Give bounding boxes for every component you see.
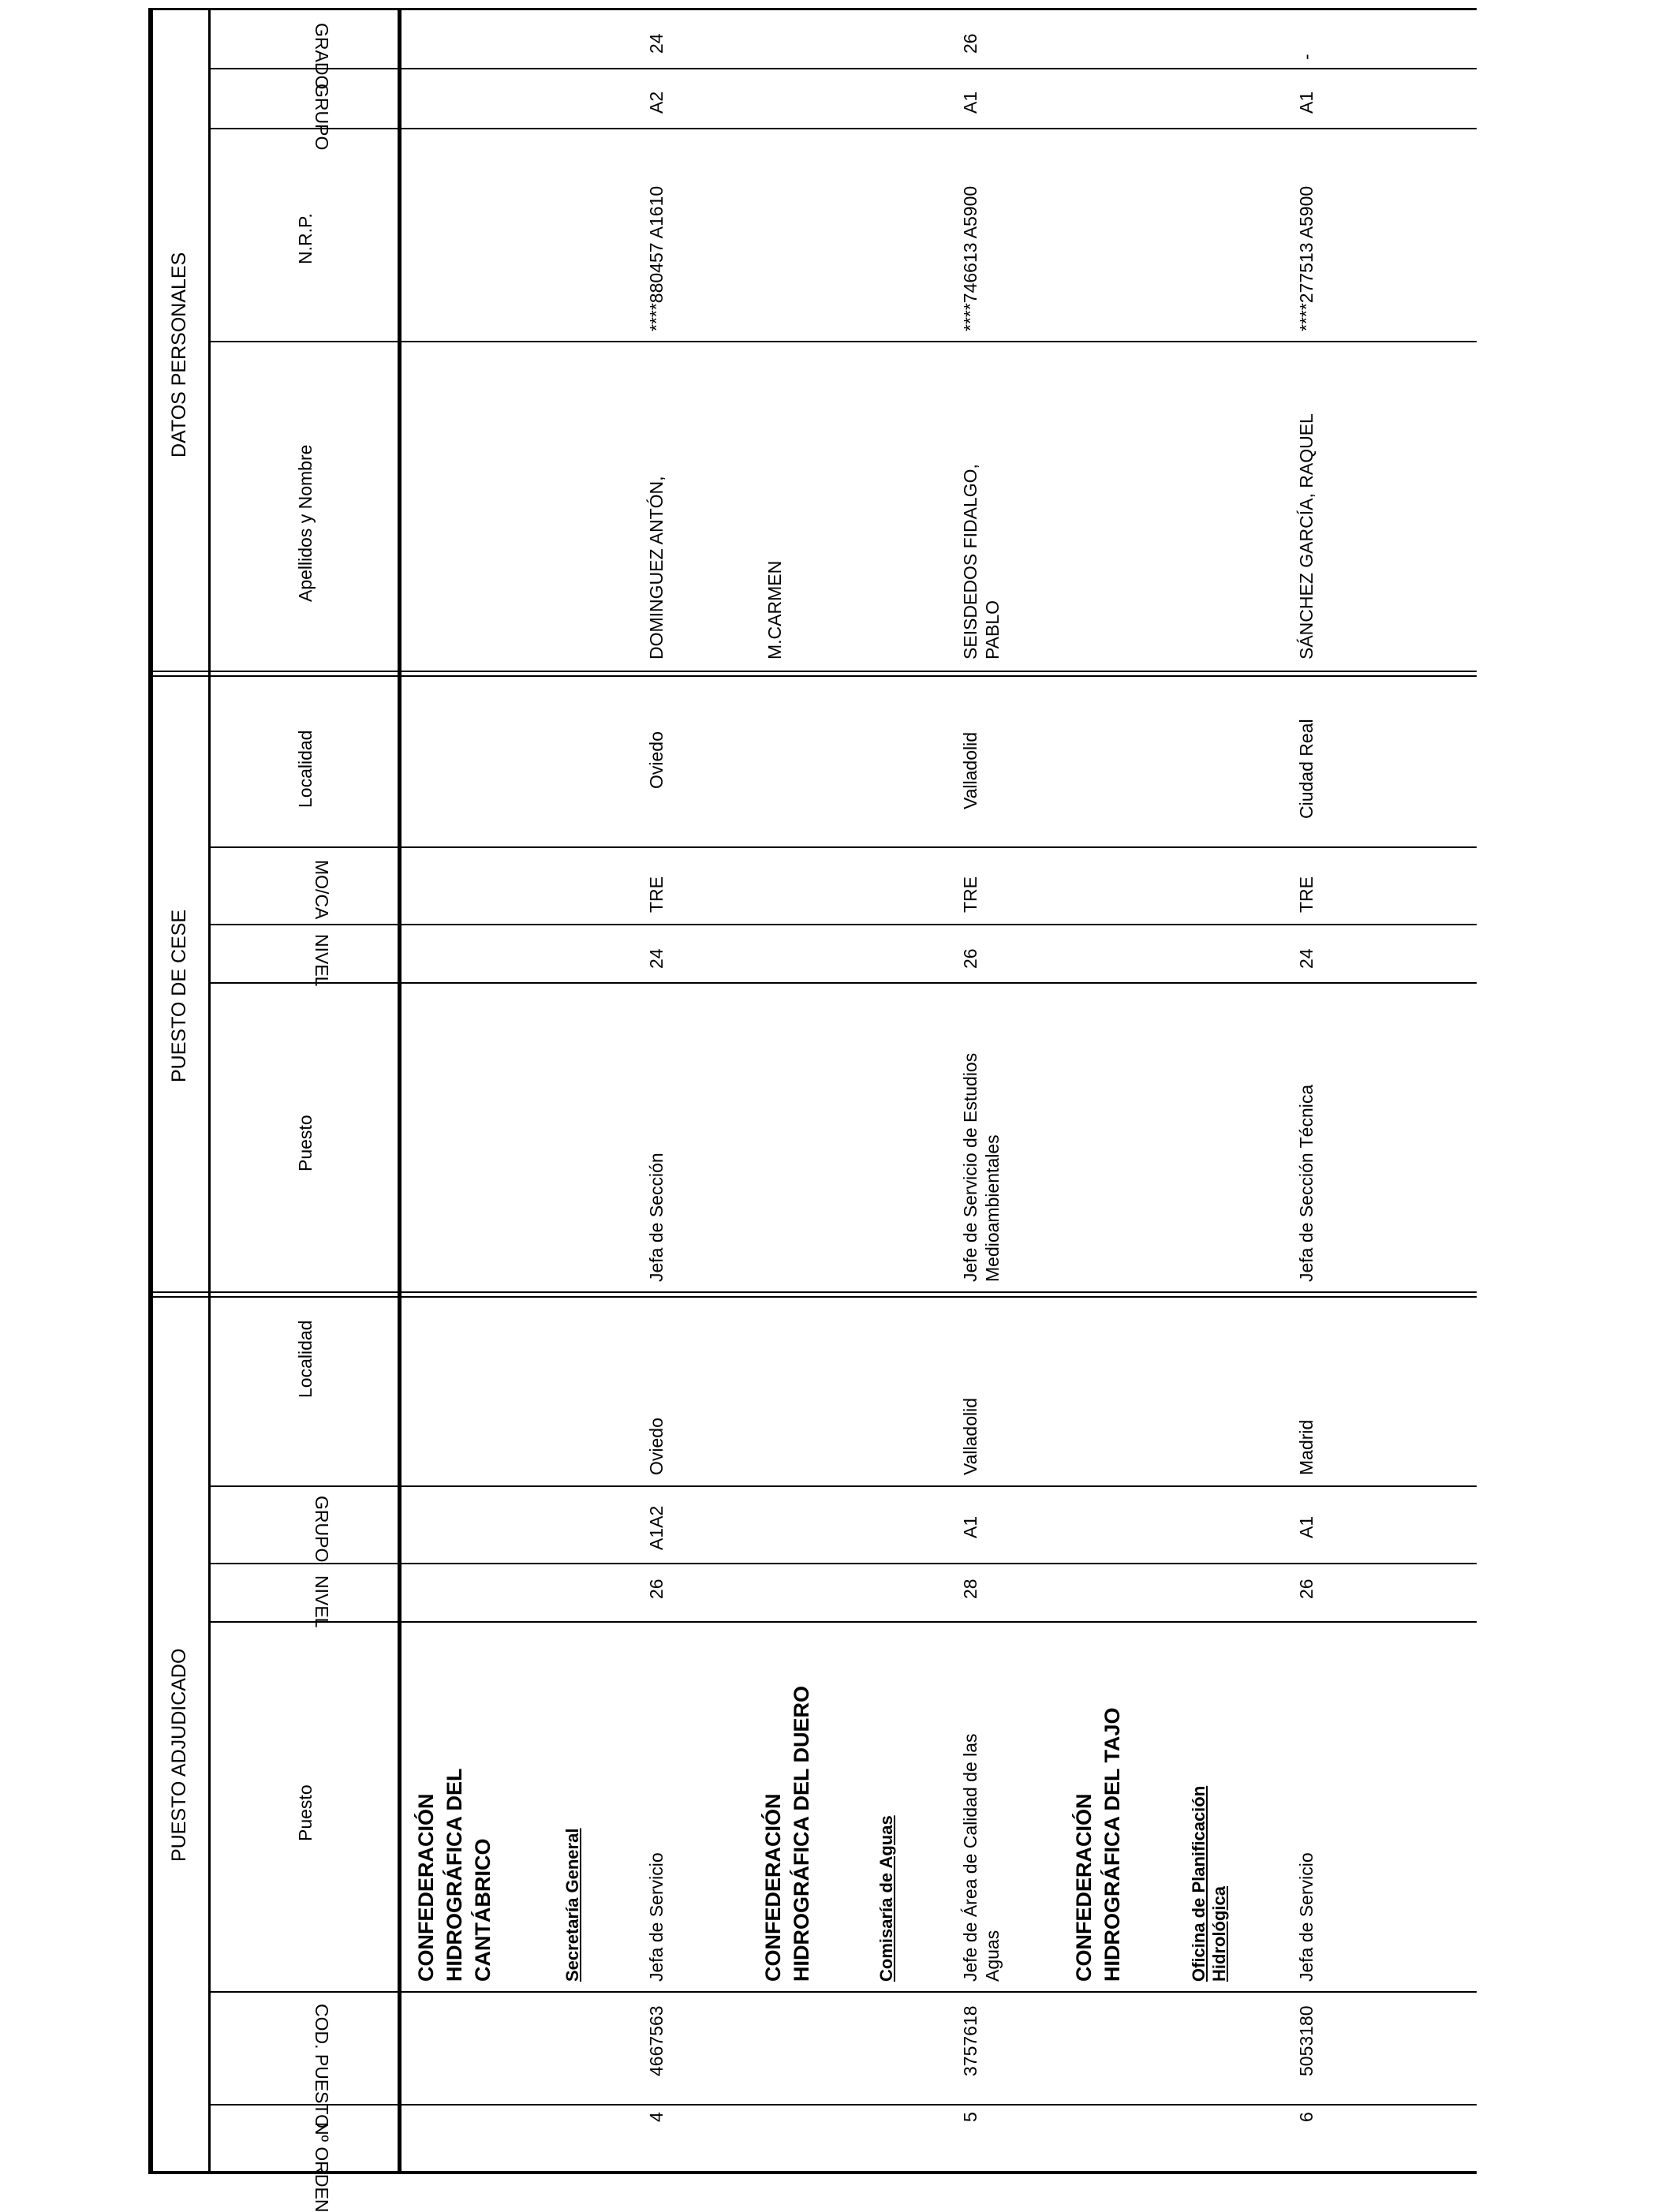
row5-adj-grupo: A1 bbox=[960, 1515, 980, 1538]
col-header-cese-puesto: Puesto bbox=[295, 1115, 316, 1171]
row4-nombre: DOMINGUEZ ANTÓN, bbox=[646, 476, 667, 659]
heading-cantabrico-full bbox=[0, 0, 1, 1]
row4-orden: 4 bbox=[646, 2112, 667, 2122]
col-header-cese-localidad: Localidad bbox=[295, 730, 316, 808]
col-divider bbox=[208, 68, 1477, 69]
row6-cese-nivel: 24 bbox=[1296, 948, 1317, 969]
row4-grado: 24 bbox=[646, 33, 667, 54]
heading-duero-2: HIDROGRÁFICA DEL DUERO bbox=[790, 1685, 813, 1982]
section-personales: DATOS PERSONALES bbox=[168, 252, 190, 458]
frame-header-divider-1 bbox=[208, 8, 211, 2174]
frame-top bbox=[148, 8, 1477, 10]
row5-adj-localidad: Valladolid bbox=[960, 1397, 980, 1475]
section-divider-cese bbox=[148, 1291, 1477, 1293]
row6-grupo: A1 bbox=[1296, 91, 1317, 114]
section-divider-cese-2 bbox=[148, 1296, 1477, 1298]
row6-cese-moca: TRE bbox=[1296, 876, 1317, 913]
col-header-orden: Nº ORDEN bbox=[312, 2122, 332, 2212]
col-divider bbox=[208, 1563, 1477, 1564]
row5-adj-puesto-2: Aguas bbox=[982, 1930, 1003, 1982]
heading-duero-1: CONFEDERACIÓN bbox=[761, 1793, 785, 1982]
col-header-apellidos: Apellidos y Nombre bbox=[295, 444, 316, 602]
col-divider bbox=[208, 1991, 1477, 1993]
row4-cese-nivel: 24 bbox=[646, 948, 667, 969]
row4-adj-puesto: Jefa de Servicio bbox=[646, 1852, 667, 1982]
heading-tajo-sub-1: Oficina de Planificación bbox=[1189, 1785, 1208, 1982]
row6-nrp: ****277513 A5900 bbox=[1296, 185, 1317, 331]
row4-adj-grupo: A1A2 bbox=[646, 1505, 667, 1550]
heading-cantabrico-3: CANTÁBRICO bbox=[471, 1838, 495, 1982]
heading-cantabrico-1: CONFEDERACIÓN bbox=[414, 1793, 438, 1982]
col-header-grupo: GRUPO bbox=[312, 84, 332, 151]
row4-nrp: ****880457 A1610 bbox=[646, 185, 667, 331]
row4-cese-moca: TRE bbox=[646, 876, 667, 913]
col-divider bbox=[208, 924, 1477, 925]
row6-grado: - bbox=[1296, 54, 1317, 60]
col-header-adj-localidad: Localidad bbox=[295, 1320, 316, 1398]
frame-left bbox=[148, 8, 153, 2174]
row5-orden: 5 bbox=[960, 2112, 980, 2122]
heading-tajo-1: CONFEDERACIÓN bbox=[1072, 1793, 1096, 1982]
row4-nombre-2: M.CARMEN bbox=[764, 560, 785, 659]
row6-nombre: SÁNCHEZ GARCÍA, RAQUEL bbox=[1296, 413, 1317, 659]
col-divider bbox=[208, 1485, 1477, 1487]
frame-header-divider-2 bbox=[398, 8, 402, 2174]
col-header-nrp: N.R.P. bbox=[295, 213, 316, 264]
row4-grupo: A2 bbox=[646, 91, 667, 114]
row5-cod: 3757618 bbox=[960, 2005, 980, 2076]
row5-grado: 26 bbox=[960, 33, 980, 54]
row6-cod: 5053180 bbox=[1296, 2005, 1317, 2076]
row5-cese-nivel: 26 bbox=[960, 948, 980, 969]
row4-adj-localidad: Oviedo bbox=[646, 1418, 667, 1475]
heading-cantabrico-sub: Secretaría General bbox=[562, 1828, 582, 1982]
heading-tajo-2: HIDROGRÁFICA DEL TAJO bbox=[1100, 1707, 1124, 1982]
row4-adj-nivel: 26 bbox=[646, 1579, 667, 1599]
row5-cese-puesto-1: Jefe de Servicio de Estudios bbox=[960, 1052, 980, 1282]
col-header-grado: GRADO bbox=[312, 23, 332, 90]
frame-bottom bbox=[148, 2171, 1477, 2174]
heading-tajo-sub-2: Hidrológica bbox=[1209, 1885, 1229, 1982]
col-divider bbox=[208, 341, 1477, 342]
heading-duero-sub: Comisaría de Aguas bbox=[876, 1815, 896, 1982]
col-header-adj-puesto: Puesto bbox=[295, 1784, 316, 1841]
col-divider bbox=[208, 2104, 1477, 2106]
row6-adj-grupo: A1 bbox=[1296, 1515, 1317, 1538]
section-cese: PUESTO DE CESE bbox=[168, 909, 190, 1082]
row4-cese-localidad: Oviedo bbox=[646, 731, 667, 789]
row5-adj-nivel: 28 bbox=[960, 1579, 980, 1599]
col-header-cese-nivel: NIVEL bbox=[312, 934, 332, 987]
row6-adj-localidad: Madrid bbox=[1296, 1419, 1317, 1475]
heading-cantabrico-2: HIDROGRÁFICA DEL bbox=[443, 1768, 466, 1982]
col-header-adj-nivel: NIVEL bbox=[312, 1575, 332, 1628]
row5-nombre-2: PABLO bbox=[982, 600, 1003, 659]
section-divider-personales bbox=[148, 671, 1477, 672]
col-header-cese-moca: MO/CA bbox=[312, 860, 332, 920]
row6-adj-nivel: 26 bbox=[1296, 1579, 1317, 1599]
row6-cese-localidad: Ciudad Real bbox=[1296, 719, 1317, 819]
row6-cese-puesto: Jefa de Sección Técnica bbox=[1296, 1084, 1317, 1282]
col-header-cod-puesto: COD. PUESTO bbox=[312, 2004, 332, 2129]
section-adjudicado: PUESTO ADJUDICADO bbox=[168, 1648, 190, 1862]
row5-cese-puesto-2: Medioambientales bbox=[982, 1134, 1003, 1282]
row5-cese-moca: TRE bbox=[960, 876, 980, 913]
row5-cese-localidad: Valladolid bbox=[960, 731, 980, 809]
col-divider bbox=[208, 128, 1477, 129]
row4-cese-puesto: Jefa de Sección bbox=[646, 1153, 667, 1282]
row6-orden: 6 bbox=[1296, 2112, 1317, 2122]
col-divider bbox=[208, 982, 1477, 984]
row5-nombre-1: SEISDEDOS FIDALGO, bbox=[960, 464, 980, 659]
col-divider bbox=[208, 846, 1477, 848]
row5-adj-puesto-1: Jefe de Área de Calidad de las bbox=[960, 1733, 980, 1982]
row6-adj-puesto: Jefa de Servicio bbox=[1296, 1852, 1317, 1982]
col-divider bbox=[208, 1621, 1477, 1623]
section-divider-personales-2 bbox=[148, 675, 1477, 677]
row5-nrp: ****746613 A5900 bbox=[960, 185, 980, 331]
col-header-adj-grupo: GRUPO bbox=[312, 1496, 332, 1563]
row5-grupo: A1 bbox=[960, 91, 980, 114]
row4-cod: 4667563 bbox=[646, 2005, 667, 2076]
